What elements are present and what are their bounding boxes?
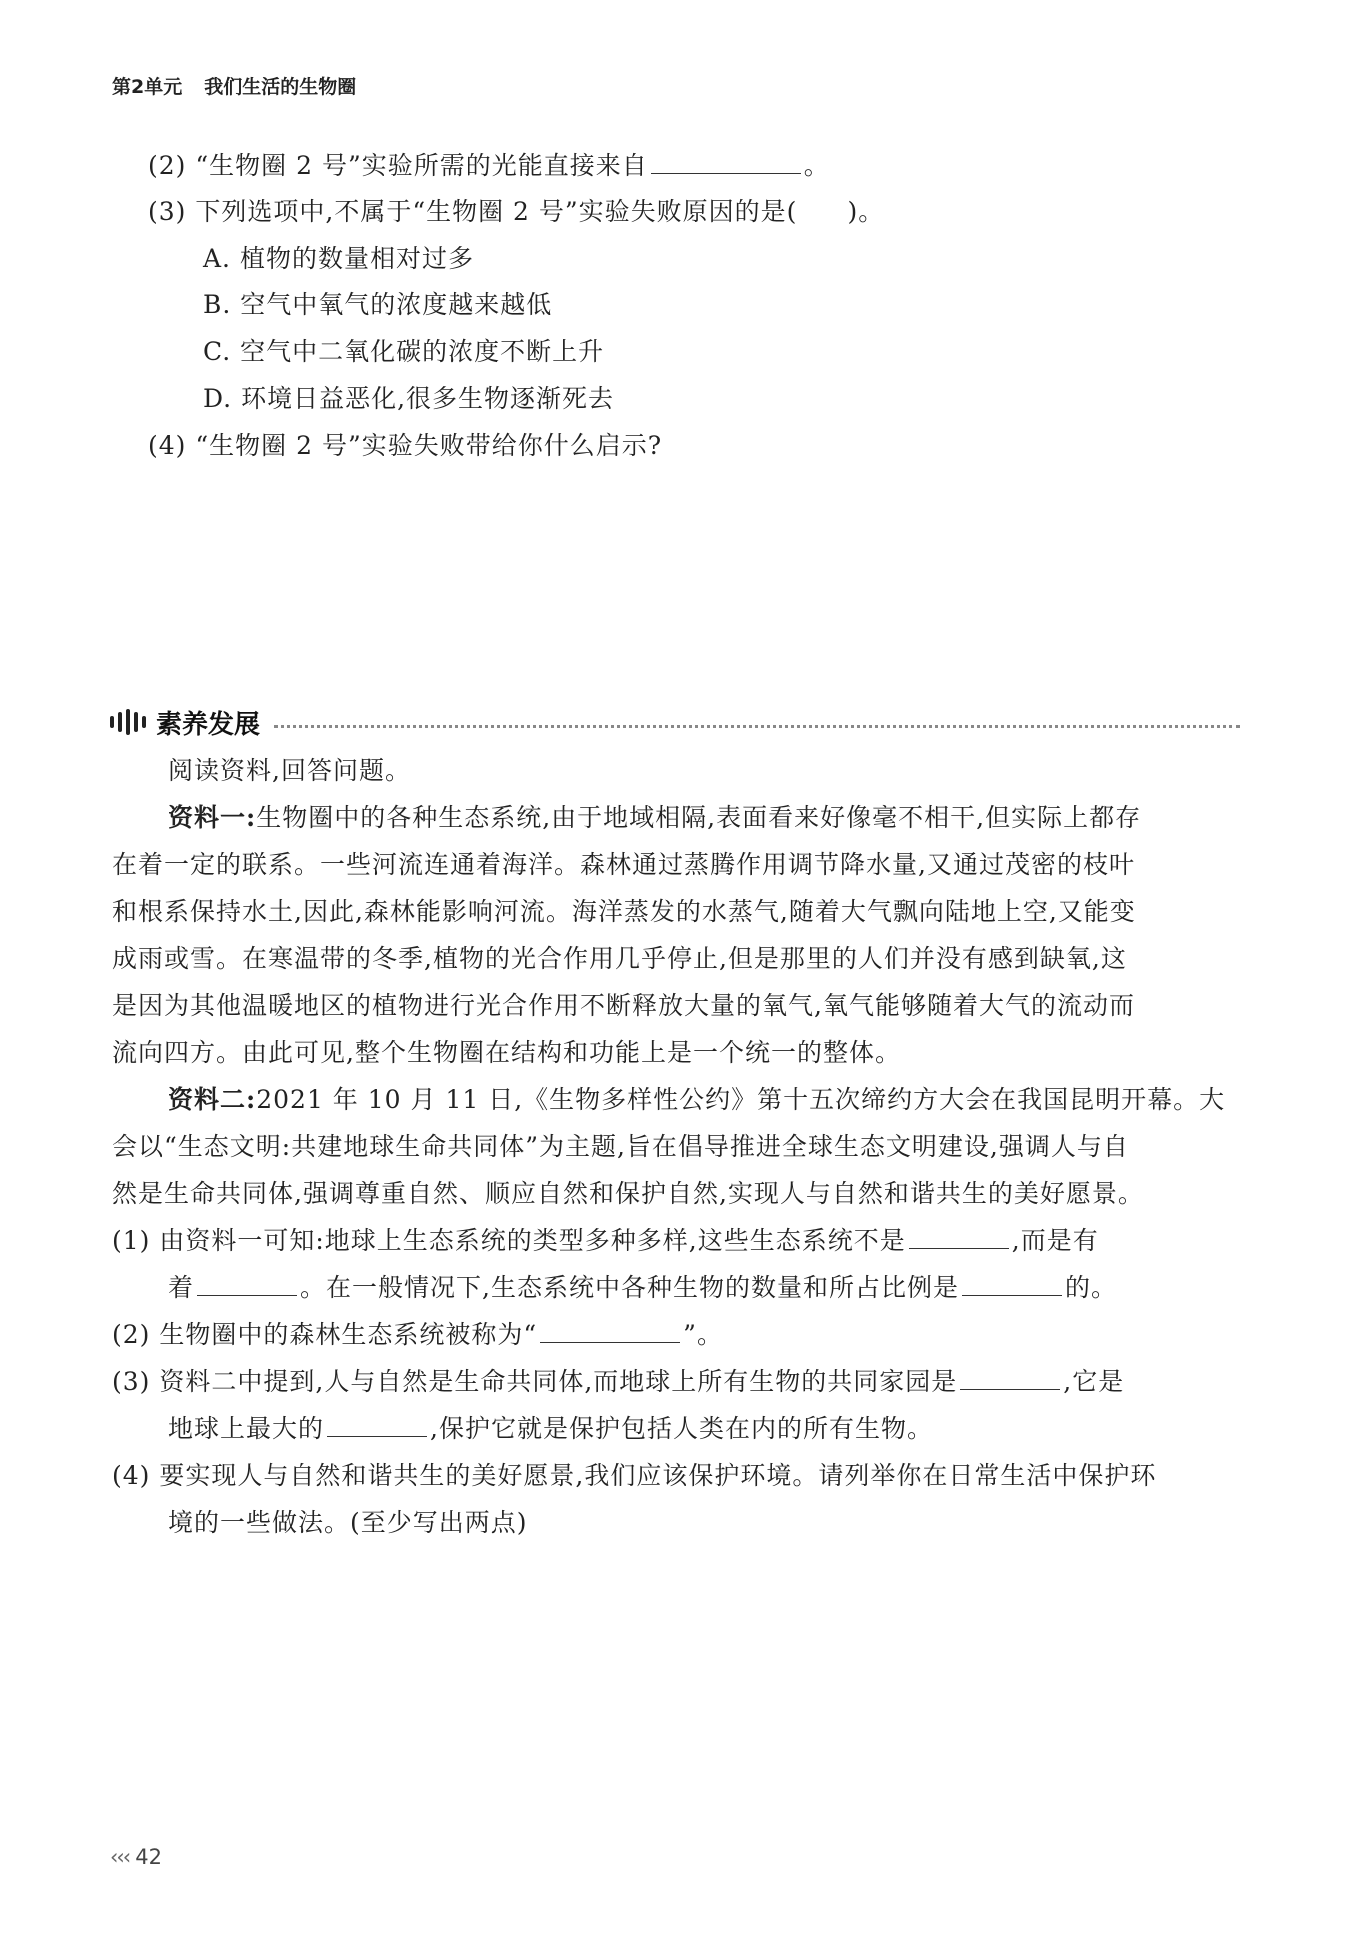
bars-icon [110, 709, 146, 735]
answer-blank[interactable] [909, 1218, 1009, 1249]
section-intro: 阅读资料,回答问题。 [168, 756, 411, 785]
section-question-1-cont: 着 。在一般情况下,生态系统中各种生物的数量和所占比例是 的。 [168, 1265, 1117, 1311]
section-title: 素养发展 [110, 700, 1240, 744]
page-header [112, 72, 356, 99]
page-footer [110, 1845, 162, 1869]
question-4: (4) “生物圈 2 号”实验失败带给你什么启示? [148, 431, 663, 460]
answer-blank[interactable] [960, 1359, 1060, 1390]
material2-line: 会以“生态文明:共建地球生命共同体”为主题,旨在倡导推进全球生态文明建设,强调人与自 [112, 1132, 1129, 1161]
dotted-divider [274, 725, 1240, 728]
section-question-2: (2) 生物圈中的森林生态系统被称为“ ”。 [112, 1312, 723, 1358]
back-arrows-icon: ‹‹‹ [110, 1845, 130, 1869]
option-c: C. 空气中二氧化碳的浓度不断上升 [203, 337, 605, 366]
answer-blank[interactable] [540, 1312, 680, 1343]
section-question-4-cont: 境的一些做法。(至少写出两点) [168, 1508, 528, 1537]
material1-line: 是因为其他温暖地区的植物进行光合作用不断释放大量的氧气,氧气能够随着大气的流动而 [112, 991, 1135, 1020]
question-2: (2) “生物圈 2 号”实验所需的光能直接来自 。 [148, 143, 830, 189]
material1-line: 资料一:生物圈中的各种生态系统,由于地域相隔,表面看来好像毫不相干,但实际上都存 [168, 803, 1142, 832]
material1-line: 成雨或雪。在寒温带的冬季,植物的光合作用几乎停止,但是那里的人们并没有感到缺氧,这 [112, 944, 1127, 973]
material1-line: 流向四方。由此可见,整个生物圈在结构和功能上是一个统一的整体。 [112, 1038, 901, 1067]
section-question-3-cont: 地球上最大的 ,保护它就是保护包括人类在内的所有生物。 [168, 1406, 933, 1452]
answer-blank[interactable] [962, 1265, 1062, 1296]
material2-line: 然是生命共同体,强调尊重自然、顺应自然和保护自然,实现人与自然和谐共生的美好愿景。 [112, 1179, 1144, 1208]
question-3: (3) 下列选项中,不属于“生物圈 2 号”实验失败原因的是( )。 [148, 197, 885, 226]
section-question-4: (4) 要实现人与自然和谐共生的美好愿景,我们应该保护环境。请列举你在日常生活中保护环 [112, 1461, 1157, 1490]
answer-blank[interactable] [651, 143, 801, 174]
unit-label: 第2单元 [112, 76, 183, 98]
answer-blank[interactable] [197, 1265, 297, 1296]
unit-title: 我们生活的生物圈 [204, 76, 357, 98]
option-a: A. 植物的数量相对过多 [203, 244, 474, 273]
page-number: 42 [135, 1845, 162, 1869]
section-question-1: (1) 由资料一可知:地球上生态系统的类型多种多样,这些生态系统不是 ,而是有 [112, 1218, 1099, 1264]
answer-blank[interactable] [327, 1406, 427, 1437]
material1-line: 和根系保持水土,因此,森林能影响河流。海洋蒸发的水蒸气,随着大气飘向陆地上空,又能变 [112, 897, 1136, 926]
option-d: D. 环境日益恶化,很多生物逐渐死去 [203, 384, 615, 413]
option-b: B. 空气中氧气的浓度越来越低 [203, 290, 553, 319]
material1-line: 在着一定的联系。一些河流连通着海洋。森林通过蒸腾作用调节降水量,又通过茂密的枝叶 [112, 850, 1135, 879]
material2-line: 资料二:2021 年 10 月 11 日,《生物多样性公约》第十五次缔约方大会在我国昆明开幕。大 [168, 1085, 1226, 1114]
section-question-3: (3) 资料二中提到,人与自然是生命共同体,而地球上所有生物的共同家园是 ,它是 [112, 1359, 1124, 1405]
